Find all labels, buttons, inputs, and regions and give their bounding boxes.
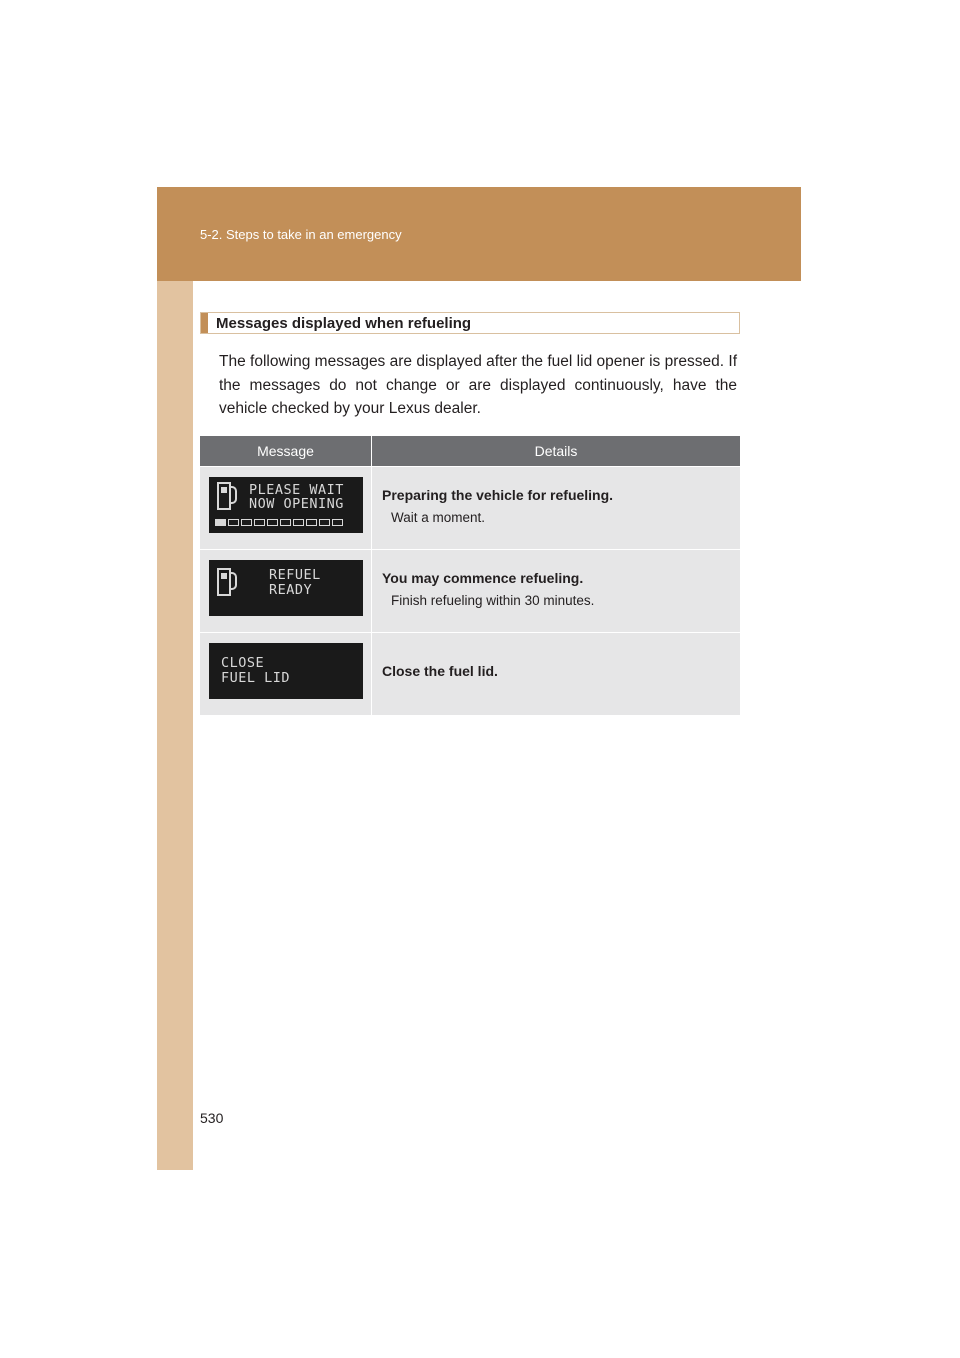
detail-title: Close the fuel lid. — [382, 663, 498, 679]
side-band — [157, 281, 193, 1170]
details-cell — [372, 633, 740, 715]
page-number: 530 — [200, 1110, 224, 1126]
table-row — [200, 549, 740, 632]
message-cell — [200, 633, 372, 715]
progress-segment — [254, 519, 265, 526]
section-title: Messages displayed when refueling — [216, 315, 472, 332]
details-cell — [372, 467, 740, 549]
progress-segment — [332, 519, 343, 526]
detail-subtext: Wait a moment. — [391, 510, 486, 525]
details-cell — [372, 550, 740, 632]
column-header-message: Message — [200, 436, 372, 466]
screen-line-1: PLEASE WAIT — [249, 482, 344, 498]
screen-line-1: CLOSE — [221, 655, 265, 671]
progress-segment — [267, 519, 278, 526]
progress-segment — [280, 519, 291, 526]
table-row — [200, 466, 740, 549]
progress-segment — [228, 519, 239, 526]
display-screen — [209, 560, 363, 616]
column-header-details: Details — [534, 443, 578, 459]
progress-segment — [241, 519, 252, 526]
progress-segment — [215, 519, 226, 526]
screen-line-2: FUEL LID — [221, 670, 291, 686]
detail-title: Preparing the vehicle for refueling. — [382, 487, 614, 503]
table-header — [200, 436, 740, 466]
screen-line-2: READY — [269, 582, 313, 598]
message-cell — [200, 467, 372, 549]
table-row — [200, 632, 740, 715]
display-screen — [209, 643, 363, 699]
section-heading — [200, 312, 740, 334]
detail-subtext: Finish refueling within 30 minutes. — [391, 593, 595, 608]
progress-segment — [319, 519, 330, 526]
progress-indicator — [215, 519, 343, 526]
message-cell — [200, 550, 372, 632]
progress-segment — [293, 519, 304, 526]
detail-title: You may commence refueling. — [382, 570, 584, 586]
heading-accent-bar — [201, 313, 208, 333]
progress-segment — [306, 519, 317, 526]
section-breadcrumb: 5-2. Steps to take in an emergency — [200, 227, 402, 242]
screen-line-2: NOW OPENING — [249, 496, 344, 512]
intro-paragraph: The following messages are displayed after the fuel lid opener is pressed. If the messages do not change or are displayed continuously, have the vehicle checked by your Lexus dealer. — [219, 353, 737, 417]
messages-table — [200, 436, 740, 715]
display-screen — [209, 477, 363, 533]
screen-line-1: REFUEL — [269, 567, 321, 583]
